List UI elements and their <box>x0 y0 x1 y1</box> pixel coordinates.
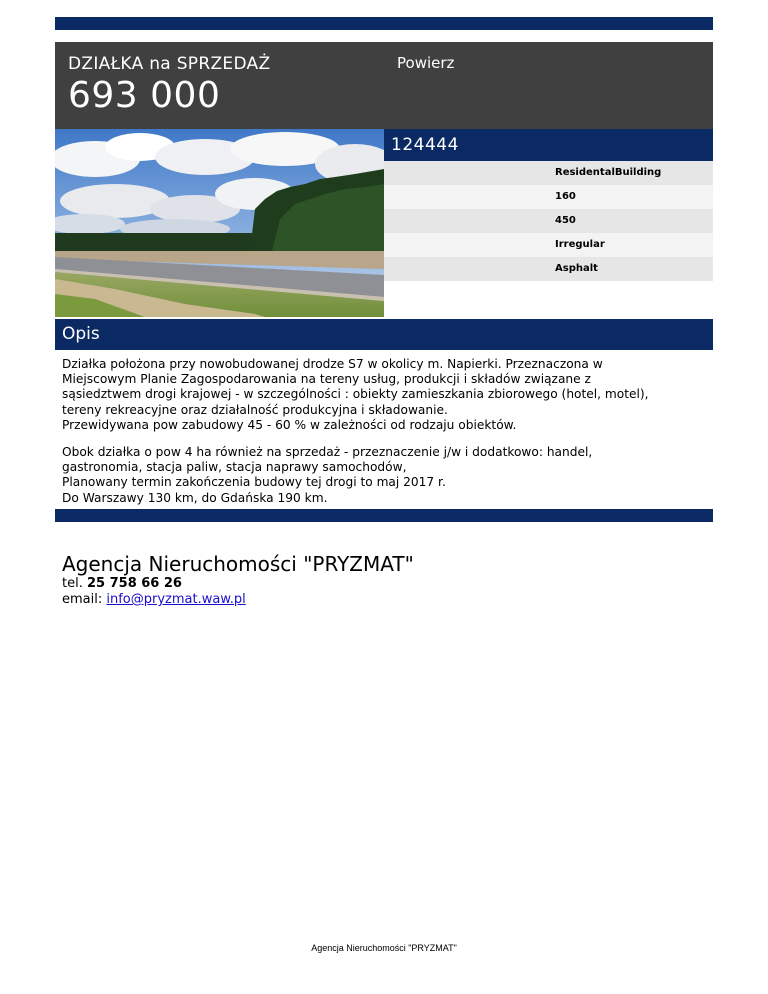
description-heading-bar <box>55 319 713 350</box>
listing-id-bar <box>384 129 713 161</box>
description-paragraph-1 <box>62 357 702 433</box>
param-value: Irregular <box>555 239 605 250</box>
top-divider-bar <box>55 17 713 30</box>
description-heading: Opis <box>62 324 100 344</box>
param-row <box>384 209 713 233</box>
listing-title: DZIAŁKA na SPRZEDAŻ <box>68 54 271 74</box>
param-value: ResidentalBuilding <box>555 167 662 178</box>
agency-contact <box>62 552 414 608</box>
area-label: Powierz <box>397 54 455 72</box>
page-footer: Agencja Nieruchomości "PRYZMAT" <box>311 943 457 953</box>
description-line: sąsiedztwem drogi krajowej - w szczególności : obiekty zamieszkania zbiorowego (hotel, motel), <box>62 387 649 402</box>
description-line: Obok działka o pow 4 ha również na sprzedaż - przeznaczenie j/w i dodatkowo: handel, <box>62 445 593 460</box>
agency-phone-line <box>62 576 414 592</box>
description-line: Miejscowym Planie Zagospodarowania na tereny usług, produkcji i składów związane z <box>62 372 591 387</box>
description-line: Do Warszawy 130 km, do Gdańska 190 km. <box>62 490 328 505</box>
param-value: 160 <box>555 191 576 202</box>
listing-id: 124444 <box>391 135 459 155</box>
param-value: Asphalt <box>555 263 598 274</box>
phone-number: 25 758 66 26 <box>86 576 182 591</box>
param-row <box>384 233 713 257</box>
params-table <box>384 161 713 281</box>
param-value: 450 <box>555 215 576 226</box>
param-row <box>384 161 713 185</box>
description-line: Planowany termin zakończenia budowy tej drogi to maj 2017 r. <box>62 475 446 490</box>
bottom-divider-bar <box>55 509 713 522</box>
agency-email-line <box>62 592 414 608</box>
email-label: email: <box>62 592 103 607</box>
agency-name: Agencja Nieruchomości "PRYZMAT" <box>62 552 414 576</box>
description-text <box>62 357 702 518</box>
property-photo <box>55 129 384 317</box>
listing-header <box>55 42 713 129</box>
description-line: Przewidywana pow zabudowy 45 - 60 % w zależności od rodzaju obiektów. <box>62 417 517 432</box>
email-link[interactable]: info@pryzmat.waw.pl <box>106 592 246 607</box>
listing-price: 693 000 <box>68 75 221 116</box>
param-row <box>384 257 713 281</box>
description-line: Działka położona przy nowobudowanej drodze S7 w okolicy m. Napierki. Przeznaczona w <box>62 357 603 371</box>
phone-label: tel. <box>62 576 83 591</box>
description-line: gastronomia, stacja paliw, stacja naprawy samochodów, <box>62 460 407 475</box>
description-line: tereny rekreacyjne oraz działalność produkcyjna i składowanie. <box>62 402 448 417</box>
param-row <box>384 185 713 209</box>
description-paragraph-2 <box>62 445 702 506</box>
